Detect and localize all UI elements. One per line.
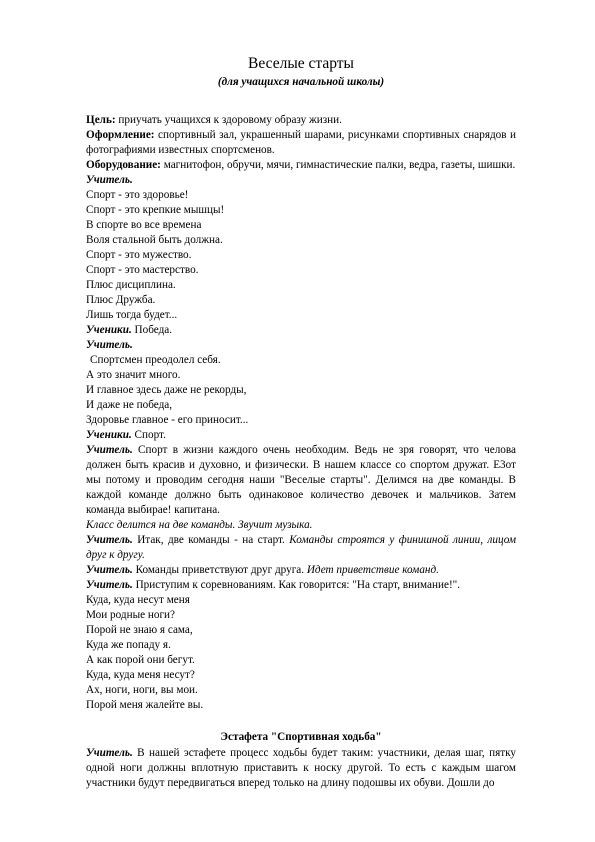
- poem-line: Спорт - это мастерство.: [86, 264, 199, 276]
- speaker-teacher: Учитель.: [86, 534, 133, 546]
- goal-paragraph: [86, 113, 516, 128]
- speaker-students: Ученики.: [86, 429, 132, 441]
- poem-line: Спорт - это мужество.: [86, 249, 192, 261]
- poem-3: [86, 593, 516, 713]
- poem-line: И даже не победа,: [86, 399, 173, 411]
- teacher-speech-text: Команды приветствуют друг друга.: [132, 564, 307, 576]
- equipment-label: Оборудование:: [86, 159, 161, 171]
- goal-label: Цель:: [86, 114, 116, 126]
- speaker-students: Ученики.: [86, 324, 132, 336]
- section-heading: Эстафета "Спортивная ходьба": [220, 731, 382, 743]
- poem-line: Порой не знаю я сама,: [86, 624, 193, 636]
- equipment-text: магнитофон, обручи, мячи, гимнастические палки, ведра, газеты, шишки.: [160, 159, 516, 171]
- decoration-label: Оформление:: [86, 129, 155, 141]
- speaker-teacher: Учитель.: [86, 339, 133, 351]
- teacher-speech: [86, 443, 516, 518]
- page-title: Веселые старты: [248, 55, 354, 72]
- poem-line: Куда, куда меня несут?: [86, 669, 195, 681]
- teacher-speech: [86, 533, 516, 563]
- students-text: Победа.: [131, 324, 173, 336]
- goal-text: приучать учащихся к здоровому образу жизни.: [115, 114, 342, 126]
- speaker-teacher: Учитель.: [86, 564, 133, 576]
- speaker-teacher: Учитель.: [86, 747, 133, 759]
- poem-line: В спорте во все времена: [86, 219, 202, 231]
- stage-direction: Класс делится на две команды. Звучит музыка.: [86, 519, 313, 531]
- teacher-speech-text: Итак, две команды - на старт.: [132, 534, 290, 546]
- poem-1: [86, 188, 516, 323]
- equipment-paragraph: [86, 158, 516, 173]
- poem-line: А это значит много.: [86, 369, 181, 381]
- teacher-speech-text: Спорт в жизни каждого очень необходим. Ведь не зря говорят, что челова должен быть красив и духовно, и физически. В нашем классе со спортом дружат. Е3от мы потому и проводим сегодня наши "Веселые старты". Делимся на две команды. В каждой команде должно быть одинаковое количество девочек и мальчиков. Затем команда выбирае! капитана.: [86, 444, 516, 516]
- page-subtitle: (для учащихся начальной школы): [217, 76, 385, 88]
- poem-line: Плюс дисциплина.: [86, 279, 176, 291]
- stage-direction: Идет приветствие команд.: [306, 564, 439, 576]
- teacher-speech: [86, 578, 516, 593]
- speaker-teacher: Учитель.: [86, 579, 133, 591]
- poem-line: Порой меня жалейте вы.: [86, 699, 204, 711]
- poem-line: Здоровье главное - его приносит...: [86, 414, 249, 426]
- poem-line: Куда же попаду я.: [86, 639, 171, 651]
- poem-line: А как порой они бегут.: [86, 654, 195, 666]
- poem-line: Спортсмен преодолел себя.: [90, 354, 221, 366]
- teacher-speech: [86, 746, 516, 791]
- poem-line: Куда, куда несут меня: [86, 594, 190, 606]
- decoration-text: спортивный зал, украшенный шарами, рисунками спортивных снарядов и фотографиями известных спортсменов.: [86, 129, 516, 156]
- decoration-paragraph: [86, 128, 516, 158]
- students-line: [86, 323, 516, 338]
- teacher-speech: [86, 563, 516, 578]
- poem-line: И главное здесь даже не рекорды,: [86, 384, 247, 396]
- students-text: Спорт.: [131, 429, 166, 441]
- stage-direction: Команды строятся у финишной линии, лицом друг к другу.: [86, 534, 516, 561]
- poem-line: Спорт - это крепкие мышцы!: [86, 204, 225, 216]
- poem-line: Спорт - это здоровье!: [86, 189, 189, 201]
- students-line: [86, 428, 516, 443]
- teacher-speech-text: Приступим к соревнованиям. Как говорится: "На старт, внимание!".: [132, 579, 461, 591]
- poem-line: Ах, ноги, ноги, вы мои.: [86, 684, 198, 696]
- teacher-speech-text: В нашей эстафете процесс ходьбы будет таким: участники, делая шаг, пятку одной ноги должны вплотную приставить к носку другой. То есть с каждым шагом участники будут передвигаться вперед только на длину подошвы их обуви. Дошли до: [86, 747, 516, 789]
- poem-2: [86, 353, 516, 428]
- poem-line: Плюс Дружба.: [86, 294, 156, 306]
- document-page: [86, 54, 516, 791]
- poem-line: Лишь тогда будет...: [86, 309, 178, 321]
- speaker-teacher: Учитель.: [86, 174, 133, 186]
- poem-line: Воля стальной быть должна.: [86, 234, 223, 246]
- poem-line: Мои родные ноги?: [86, 609, 175, 621]
- speaker-teacher: Учитель.: [86, 444, 133, 456]
